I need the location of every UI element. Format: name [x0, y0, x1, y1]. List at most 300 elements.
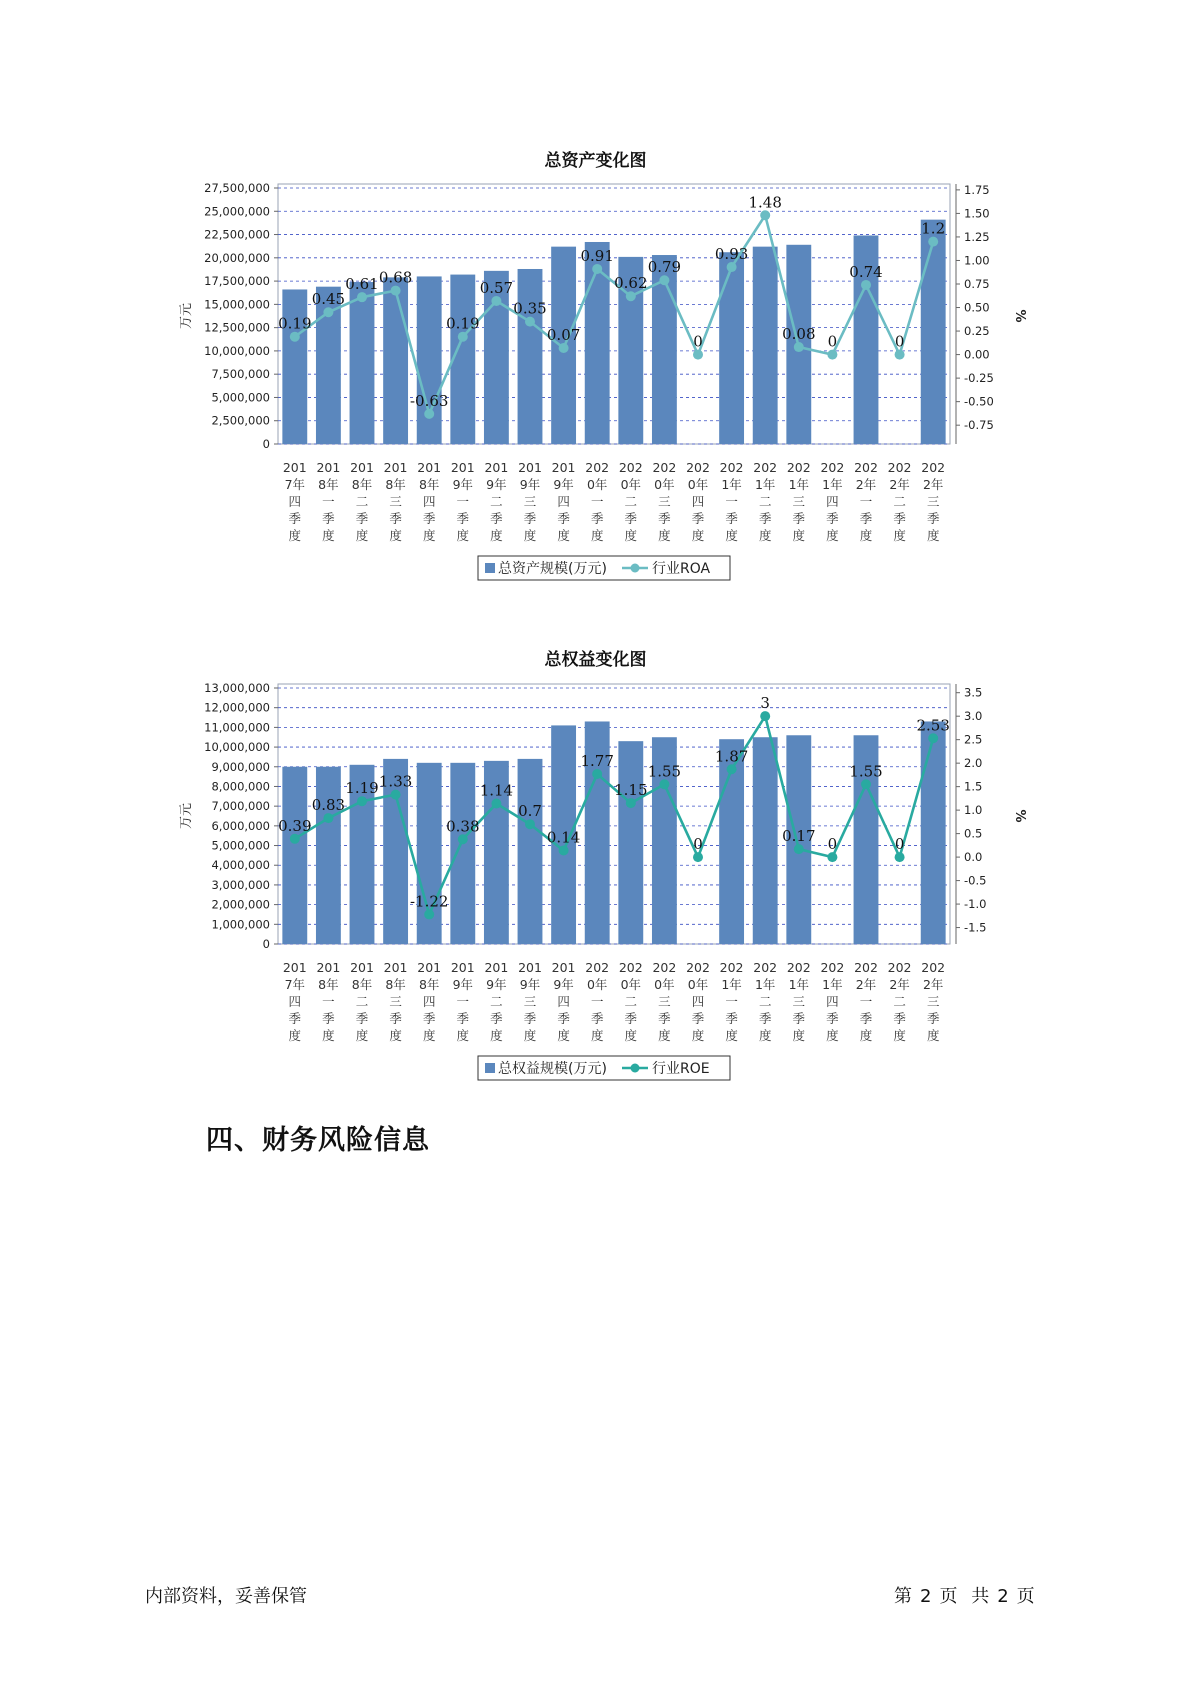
x-axis-label: 0年 — [654, 977, 675, 992]
x-axis-label: 8年 — [385, 977, 406, 992]
x-axis-label: 202 — [618, 960, 643, 975]
x-axis-label: 度 — [456, 1028, 470, 1043]
x-axis-label: 二 — [893, 994, 906, 1009]
left-axis-tick-label: 10,000,000 — [204, 740, 270, 755]
x-axis-label: 201 — [383, 960, 408, 975]
x-axis-label: 7年 — [284, 977, 306, 992]
line-point — [659, 275, 669, 285]
footer-total-prefix: 共 — [971, 1586, 990, 1607]
x-axis-label: 季 — [456, 1011, 470, 1026]
x-axis-label: 四 — [422, 494, 436, 509]
x-axis-label: 一 — [322, 494, 335, 509]
left-axis-tick-label: 2,000,000 — [211, 897, 270, 912]
x-axis-label: 202 — [686, 960, 710, 975]
x-axis-label: 度 — [389, 1028, 402, 1043]
x-axis-label: 度 — [859, 1028, 873, 1043]
x-axis-label: 一 — [456, 994, 470, 1009]
right-axis-tick-label: 0.75 — [964, 277, 990, 291]
x-axis-label: 季 — [456, 511, 470, 526]
bar — [518, 269, 543, 444]
x-axis-label: 201 — [518, 460, 542, 475]
data-label: 0.79 — [647, 258, 682, 277]
x-axis-label: 季 — [322, 511, 335, 526]
line-point — [458, 834, 468, 844]
bar — [350, 282, 375, 444]
x-axis-label: 三 — [523, 494, 537, 509]
x-axis-label: 度 — [658, 528, 671, 543]
x-axis-label: 季 — [859, 1011, 873, 1026]
left-axis-tick-label: 5,000,000 — [211, 838, 270, 853]
x-axis-label: 1年 — [754, 977, 776, 992]
x-axis-label: 9年 — [519, 477, 541, 492]
x-axis-label: 9年 — [486, 477, 507, 492]
x-axis-label: 度 — [288, 528, 302, 543]
x-axis-label: 三 — [792, 494, 806, 509]
x-axis-label: 202 — [652, 460, 677, 475]
right-axis-tick-label: 2.0 — [964, 756, 983, 771]
x-axis-label: 度 — [893, 528, 906, 543]
x-axis-label: 季 — [926, 1011, 940, 1026]
x-axis-label: 度 — [725, 528, 738, 543]
x-axis-label: 季 — [523, 1011, 537, 1026]
data-label: 0.91 — [580, 246, 614, 265]
line-point — [693, 350, 703, 360]
bar — [921, 721, 946, 944]
bar — [753, 247, 778, 444]
x-axis-label: 2年 — [855, 977, 877, 992]
bar — [450, 763, 475, 944]
x-axis-label: 9年 — [553, 477, 574, 492]
data-label: 1.33 — [378, 772, 413, 791]
x-axis-label: 201 — [551, 960, 576, 975]
line-point — [559, 343, 569, 353]
left-axis-tick-label: 13,000,000 — [204, 681, 270, 695]
x-axis-label: 一 — [725, 494, 738, 509]
footer-total-pages: 2 — [997, 1586, 1009, 1607]
x-axis-label: 8年 — [351, 477, 373, 492]
data-label: 0.45 — [311, 290, 346, 309]
x-axis-label: 季 — [725, 1011, 738, 1026]
x-axis-label: 1年 — [822, 977, 843, 992]
legend-line-marker — [631, 564, 640, 573]
right-axis-tick-label: 0.50 — [964, 300, 990, 315]
data-label: 1.55 — [647, 762, 682, 781]
right-axis-tick-label: 1.50 — [964, 206, 990, 221]
right-axis-tick-label: -0.5 — [964, 873, 987, 888]
x-axis-label: 二 — [355, 494, 369, 509]
x-axis-label: 四 — [288, 994, 302, 1009]
right-axis-tick-label: 0.25 — [964, 324, 990, 339]
x-axis-label: 度 — [490, 1028, 503, 1043]
line-point — [592, 264, 602, 274]
right-axis-tick-label: 1.25 — [964, 229, 990, 244]
line-point — [827, 852, 837, 862]
x-axis-label: 四 — [288, 494, 302, 509]
bar — [921, 220, 946, 444]
line-point — [861, 779, 871, 789]
x-axis-label: 201 — [417, 460, 442, 475]
bar — [518, 759, 543, 944]
right-axis-tick-label: 3.5 — [964, 685, 983, 700]
x-axis-label: 季 — [557, 1011, 570, 1026]
x-axis-label: 201 — [350, 460, 374, 475]
x-axis-label: 度 — [389, 528, 402, 543]
x-axis-label: 202 — [854, 960, 878, 975]
x-axis-label: 度 — [288, 1028, 302, 1043]
data-label: 1.87 — [714, 747, 749, 766]
left-axis-tick-label: 7,500,000 — [211, 367, 270, 382]
x-axis-label: 季 — [758, 1011, 772, 1026]
left-axis-tick-label: 0 — [262, 937, 270, 951]
x-axis-label: 度 — [624, 1028, 638, 1043]
data-label: 0.07 — [546, 326, 581, 344]
x-axis-label: 度 — [422, 1028, 436, 1043]
x-axis-label: 三 — [792, 994, 806, 1009]
line-point — [424, 409, 434, 419]
x-axis-label: 202 — [786, 460, 811, 475]
x-axis-label: 0年 — [620, 477, 642, 492]
x-axis-label: 度 — [523, 1028, 537, 1043]
x-axis-label: 季 — [389, 1011, 402, 1026]
x-axis-label: 季 — [691, 1011, 705, 1026]
x-axis-label: 8年 — [418, 477, 440, 492]
left-axis-tick-label: 1,000,000 — [211, 917, 270, 932]
x-axis-label: 202 — [719, 960, 744, 975]
x-axis-label: 1年 — [721, 977, 742, 992]
line-point — [760, 711, 770, 721]
x-axis-label: 一 — [590, 494, 604, 509]
line-point — [357, 796, 367, 806]
footer-page-number — [890, 1582, 1039, 1608]
x-axis-label: 季 — [893, 1011, 906, 1026]
x-axis-label: 度 — [490, 528, 503, 543]
x-axis-label: 202 — [618, 460, 643, 475]
x-axis-label: 0年 — [654, 477, 675, 492]
data-label: 0.93 — [714, 245, 749, 264]
line-point — [727, 262, 737, 272]
x-axis-label: 202 — [854, 460, 878, 475]
line-point — [391, 790, 401, 800]
footer-current-page: 2 — [920, 1586, 932, 1607]
legend-bar-label: 总资产规模(万元) — [498, 561, 607, 577]
x-axis-label: 三 — [926, 994, 940, 1009]
x-axis-label: 三 — [658, 994, 671, 1009]
data-label: 0 — [894, 835, 905, 854]
line-point — [559, 846, 569, 856]
x-axis-label: 202 — [887, 460, 912, 475]
left-axis-tick-label: 22,500,000 — [204, 227, 270, 242]
left-axis-tick-label: 3,000,000 — [211, 877, 270, 892]
x-axis-label: 三 — [389, 994, 402, 1009]
left-axis-tick-label: 8,000,000 — [211, 779, 270, 794]
x-axis-label: 201 — [282, 960, 307, 975]
line-point — [861, 280, 871, 290]
x-axis-label: 度 — [422, 528, 436, 543]
x-axis-label: 一 — [725, 994, 738, 1009]
left-axis-tick-label: 27,500,000 — [204, 181, 270, 195]
x-axis-label: 201 — [484, 460, 509, 475]
left-axis-tick-label: 12,000,000 — [204, 700, 270, 715]
x-axis-label: 季 — [523, 511, 537, 526]
x-axis-label: 度 — [792, 528, 806, 543]
x-axis-label: 三 — [389, 494, 402, 509]
left-axis-tick-label: 5,000,000 — [211, 390, 270, 405]
data-label: 0 — [827, 332, 838, 351]
x-axis-label: 202 — [719, 460, 744, 475]
footer-total-suffix: 页 — [1016, 1586, 1035, 1607]
data-label: 0.74 — [849, 262, 883, 281]
data-label: 0 — [693, 332, 703, 351]
line-point — [391, 286, 401, 296]
x-axis-label: 202 — [921, 960, 946, 975]
x-axis-label: 1年 — [788, 977, 810, 992]
x-axis-label: 2年 — [922, 977, 944, 992]
right-axis-tick-label: 2.5 — [964, 732, 983, 747]
x-axis-label: 季 — [658, 1011, 671, 1026]
x-axis-label: 2年 — [922, 477, 944, 492]
x-axis-label: 202 — [585, 960, 610, 975]
right-axis-tick-label: 1.00 — [964, 253, 990, 268]
x-axis-label: 一 — [859, 994, 873, 1009]
left-axis-tick-label: 12,500,000 — [204, 320, 270, 335]
left-axis-tick-label: 11,000,000 — [204, 720, 270, 735]
x-axis-label: 度 — [557, 1028, 570, 1043]
x-axis-label: 8年 — [318, 977, 339, 992]
right-axis-tick-label: -1.0 — [964, 897, 987, 912]
x-axis-label: 201 — [417, 960, 442, 975]
x-axis-label: 季 — [355, 1011, 369, 1026]
x-axis-label: 度 — [322, 1028, 335, 1043]
x-axis-label: 2年 — [889, 477, 910, 492]
data-label: 0.39 — [278, 816, 312, 835]
line-point — [794, 844, 804, 854]
x-axis-label: 二 — [758, 994, 772, 1009]
x-axis-label: 度 — [523, 528, 537, 543]
x-axis-label: 9年 — [486, 977, 507, 992]
footer-page-suffix: 页 — [939, 1586, 958, 1607]
chart-title-assets: 总资产变化图 — [544, 151, 647, 171]
x-axis-label: 二 — [355, 994, 369, 1009]
x-axis-label: 度 — [624, 528, 638, 543]
data-label: 1.77 — [580, 751, 614, 770]
x-axis-label: 7年 — [284, 477, 306, 492]
x-axis-label: 201 — [383, 460, 408, 475]
legend-line-label: 行业ROA — [652, 561, 711, 577]
x-axis-label: 一 — [859, 494, 873, 509]
left-axis-tick-label: 25,000,000 — [204, 204, 270, 219]
data-label: 3 — [760, 694, 770, 713]
right-axis-tick-label: 3.0 — [964, 709, 983, 724]
left-axis-title: 万元 — [179, 302, 194, 330]
data-label: 2.53 — [916, 716, 950, 735]
x-axis-label: 季 — [322, 1011, 335, 1026]
line-point — [491, 296, 501, 306]
x-axis-label: 季 — [590, 511, 604, 526]
right-axis-title: % — [1012, 809, 1027, 823]
x-axis-label: 202 — [820, 960, 845, 975]
data-label: -1.22 — [409, 892, 449, 911]
x-axis-label: 202 — [921, 460, 946, 475]
data-label: 0 — [894, 332, 905, 351]
x-axis-label: 度 — [557, 528, 570, 543]
x-axis-label: 1年 — [721, 477, 742, 492]
right-axis-tick-label: -1.5 — [964, 920, 987, 935]
x-axis-label: 三 — [658, 494, 671, 509]
bar — [719, 252, 744, 444]
x-axis-label: 度 — [355, 528, 369, 543]
left-axis-tick-label: 15,000,000 — [204, 297, 270, 312]
chart-title-equity: 总权益变化图 — [544, 650, 647, 670]
data-label: 0.68 — [378, 268, 413, 287]
data-label: 0 — [827, 835, 838, 854]
legend-line-label: 行业ROE — [652, 1061, 710, 1077]
data-label: 0.14 — [546, 828, 581, 847]
x-axis-label: 201 — [282, 460, 307, 475]
x-axis-label: 201 — [450, 460, 475, 475]
x-axis-label: 季 — [826, 511, 839, 526]
footer-confidential-note: 内部资料，妥善保管 — [145, 1586, 307, 1607]
data-label: 1.55 — [849, 762, 883, 781]
x-axis-label: 202 — [786, 960, 811, 975]
x-axis-label: 季 — [658, 511, 671, 526]
x-axis-label: 季 — [859, 511, 873, 526]
x-axis-label: 四 — [691, 994, 705, 1009]
x-axis-label: 度 — [926, 528, 940, 543]
x-axis-label: 四 — [826, 494, 839, 509]
x-axis-label: 9年 — [519, 977, 541, 992]
x-axis-label: 季 — [758, 511, 772, 526]
x-axis-label: 202 — [820, 460, 845, 475]
x-axis-label: 季 — [490, 511, 503, 526]
right-axis-tick-label: 1.0 — [964, 803, 983, 818]
bar — [282, 289, 307, 444]
data-label: 1.48 — [748, 193, 782, 212]
x-axis-label: 二 — [624, 494, 638, 509]
x-axis-label: 8年 — [385, 477, 406, 492]
left-axis-tick-label: 0 — [262, 437, 270, 451]
left-axis-tick-label: 2,500,000 — [211, 413, 270, 428]
bar — [618, 741, 643, 944]
x-axis-label: 一 — [590, 994, 604, 1009]
x-axis-label: 度 — [658, 1028, 671, 1043]
right-axis-title: % — [1012, 309, 1027, 323]
data-label: 0.19 — [446, 314, 480, 333]
line-point — [928, 733, 938, 743]
x-axis-label: 三 — [523, 994, 537, 1009]
x-axis-label: 三 — [926, 494, 940, 509]
x-axis-label: 四 — [691, 494, 705, 509]
left-axis-tick-label: 10,000,000 — [204, 343, 270, 358]
x-axis-label: 度 — [725, 1028, 738, 1043]
x-axis-label: 202 — [753, 460, 778, 475]
left-axis-tick-label: 4,000,000 — [211, 858, 270, 873]
x-axis-label: 一 — [322, 994, 335, 1009]
line-point — [525, 317, 535, 327]
right-axis-tick-label: 0.00 — [964, 347, 990, 362]
bar — [316, 767, 341, 944]
legend-line-marker — [631, 1064, 640, 1073]
x-axis-label: 度 — [792, 1028, 806, 1043]
line-point — [592, 769, 602, 779]
x-axis-label: 二 — [893, 494, 906, 509]
x-axis-label: 季 — [288, 511, 302, 526]
line-point — [626, 798, 636, 808]
bar — [753, 737, 778, 944]
x-axis-label: 二 — [490, 494, 503, 509]
x-axis-label: 201 — [316, 960, 341, 975]
data-label: 0.19 — [278, 314, 312, 333]
x-axis-label: 201 — [350, 960, 374, 975]
line-point — [895, 350, 905, 360]
data-label: 1.15 — [614, 781, 648, 800]
x-axis-label: 度 — [691, 528, 705, 543]
x-axis-label: 1年 — [822, 477, 843, 492]
x-axis-label: 季 — [557, 511, 570, 526]
line-point — [357, 292, 367, 302]
left-axis-tick-label: 9,000,000 — [211, 759, 270, 774]
data-label: 0.38 — [446, 817, 480, 836]
line-point — [659, 779, 669, 789]
x-axis-label: 0年 — [687, 477, 709, 492]
line-point — [323, 813, 333, 823]
right-axis-tick-label: -0.25 — [964, 371, 994, 386]
left-axis-tick-label: 6,000,000 — [211, 818, 270, 833]
x-axis-label: 202 — [753, 960, 778, 975]
x-axis-label: 度 — [355, 1028, 369, 1043]
data-label: 0.57 — [479, 278, 514, 297]
x-axis-label: 202 — [585, 460, 610, 475]
line-point — [827, 350, 837, 360]
x-axis-label: 度 — [590, 1028, 604, 1043]
x-axis-label: 季 — [792, 511, 806, 526]
x-axis-label: 度 — [590, 528, 604, 543]
line-point — [693, 852, 703, 862]
x-axis-label: 1年 — [788, 477, 810, 492]
x-axis-label: 201 — [484, 960, 509, 975]
x-axis-label: 9年 — [452, 977, 474, 992]
x-axis-label: 季 — [355, 511, 369, 526]
x-axis-label: 0年 — [687, 977, 709, 992]
data-label: 0.17 — [782, 827, 816, 846]
line-point — [424, 909, 434, 919]
line-point — [895, 852, 905, 862]
x-axis-label: 四 — [557, 494, 570, 509]
data-label: -0.63 — [409, 391, 449, 410]
data-label: 1.2 — [921, 219, 946, 238]
x-axis-label: 季 — [288, 1011, 302, 1026]
bar — [383, 277, 408, 444]
x-axis-label: 四 — [557, 994, 570, 1009]
x-axis-label: 度 — [456, 528, 470, 543]
x-axis-label: 202 — [887, 960, 912, 975]
x-axis-label: 二 — [758, 494, 772, 509]
x-axis-label: 2年 — [855, 477, 877, 492]
footer-page-prefix: 第 — [894, 1586, 912, 1607]
line-point — [760, 210, 770, 220]
data-label: 0 — [693, 835, 703, 854]
left-axis-title: 万元 — [179, 802, 194, 830]
line-point — [525, 819, 535, 829]
line-point — [928, 237, 938, 247]
x-axis-label: 季 — [725, 511, 738, 526]
right-axis-tick-label: -0.50 — [964, 394, 994, 409]
data-label: 0.83 — [311, 796, 346, 815]
left-axis-tick-label: 20,000,000 — [204, 250, 270, 265]
right-axis-tick-label: 0.5 — [964, 826, 983, 841]
x-axis-label: 0年 — [586, 977, 608, 992]
x-axis-label: 度 — [758, 528, 772, 543]
x-axis-label: 季 — [826, 1011, 839, 1026]
